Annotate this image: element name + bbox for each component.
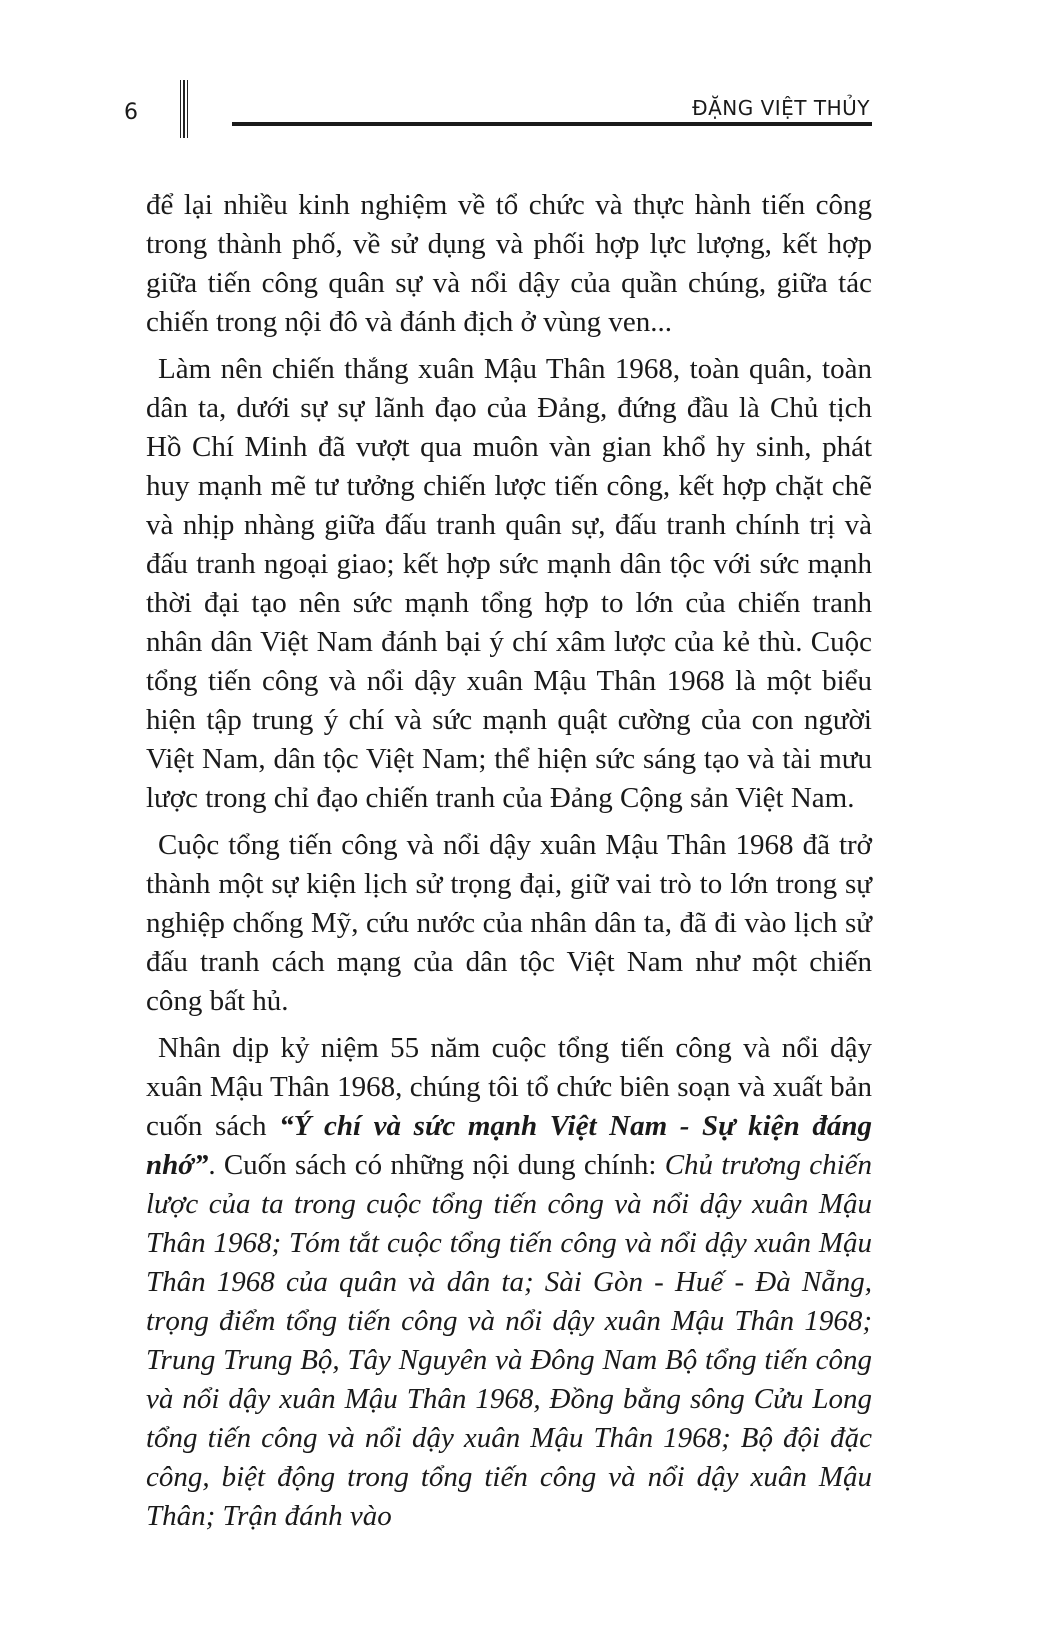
ornament-bar: [187, 80, 188, 138]
ornament-bar: [180, 80, 181, 138]
book-title: “Ý chí và sức mạnh Việt Nam - Sự kiện đáng nhớ”: [146, 1110, 872, 1181]
paragraph: Cuộc tổng tiến công và nổi dậy xuân Mậu Thân 1968 đã trở thành một sự kiện lịch sử trọng đại, giữ vai trò to lớn trong sự nghiệp chống Mỹ, cứu nước của nhân dân ta, đã đi vào lịch sử đấu tranh cách mạng của dân tộc Việt Nam như một chiến công bất hủ.: [146, 829, 872, 1017]
paragraph: Làm nên chiến thắng xuân Mậu Thân 1968, toàn quân, toàn dân ta, dưới sự sự lãnh đạo của Đảng, đứng đầu là Chủ tịch Hồ Chí Minh đã vượt qua muôn vàn gian khổ hy sinh, phát huy mạnh mẽ tư tưởng chiến lược tiến công, kết hợp chặt chẽ và nhịp nhàng giữa đấu tranh quân sự, đấu tranh chính trị và đấu tranh ngoại giao; kết hợp sức mạnh dân tộc với sức mạnh thời đại tạo nên sức mạnh tổng hợp to lớn của chiến tranh nhân dân Việt Nam đánh bại ý chí xâm lược của kẻ thù. Cuộc tổng tiến công và nổi dậy xuân Mậu Thân 1968 là một biểu hiện tập trung ý chí và sức mạnh quật cường của con người Việt Nam, dân tộc Việt Nam; thể hiện sức sáng tạo và tài mưu lược trong chỉ đạo chiến tranh của Đảng Cộng sản Việt Nam.: [146, 353, 872, 814]
paragraph-continuation: để lại nhiều kinh nghiệm về tổ chức và thực hành tiến công trong thành phố, về sử dụng và phối hợp lực lượng, kết hợp giữa tiến công quân sự và nổi dậy của quần chúng, giữa tác chiến trong nội đô và đánh địch ở vùng ven...: [146, 189, 872, 338]
running-head-author: ĐẶNG VIỆT THỦY: [692, 96, 870, 120]
header-rule: [232, 122, 872, 126]
paragraph: [146, 1029, 872, 1536]
page-number: 6: [124, 100, 138, 125]
body-text: [146, 186, 872, 1544]
paragraph-text: Nhân dịp kỷ niệm 55 năm cuộc tổng tiến công và nổi dậy xuân Mậu Thân 1968, chúng tôi tổ chức biên soạn và xuất bản cuốn sách: [146, 1032, 872, 1142]
page-header: [0, 0, 1040, 150]
ornament-bar: [183, 80, 185, 138]
paragraph-text: . Cuốn sách có những nội dung chính:: [208, 1149, 665, 1181]
header-ornament-bars: [180, 80, 190, 138]
book-contents-list: Chủ trương chiến lược của ta trong cuộc tổng tiến công và nổi dậy xuân Mậu Thân 1968; Tóm tắt cuộc tổng tiến công và nổi dậy xuân Mậu Thân 1968 của quân và dân ta; Sài Gòn - Huế - Đà Nẵng, trọng điểm tổng tiến công và nổi dậy xuân Mậu Thân 1968; Trung Trung Bộ, Tây Nguyên và Đông Nam Bộ tổng tiến công và nổi dậy xuân Mậu Thân 1968, Đồng bằng sông Cửu Long tổng tiến công và nổi dậy xuân Mậu Thân 1968; Bộ đội đặc công, biệt động trong tổng tiến công và nổi dậy xuân Mậu Thân; Trận đánh vào: [146, 1149, 872, 1532]
